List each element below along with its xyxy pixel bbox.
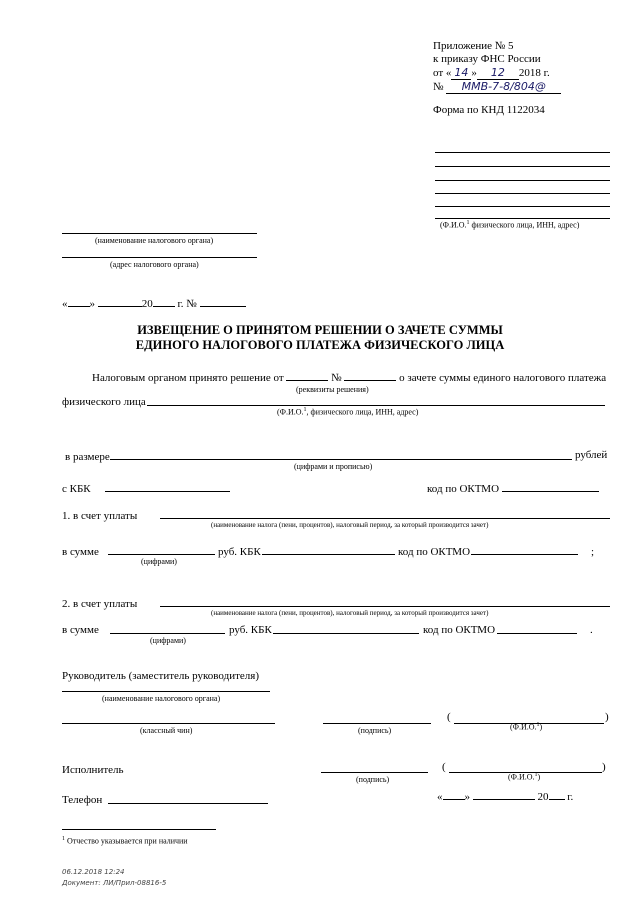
item1-sum-caption: (цифрами) [141,557,177,566]
order-reference: к приказу ФНС России [433,53,541,65]
print-stamp-doc: Документ: ЛИ/Прил-08816-5 [62,879,167,887]
recipient-line-5 [435,206,610,207]
item2-sum-line [110,633,225,634]
footnote: $^1$ Отчество указывается при наличии [62,836,188,846]
item1-line [160,518,610,519]
page-title-line-1: ИЗВЕЩЕНИЕ О ПРИНЯТОМ РЕШЕНИИ О ЗАЧЕТЕ СУММЫ [137,323,503,337]
item2-oktmo-line [497,633,577,634]
head-fio-close: ) [605,711,609,723]
rank-line [62,723,275,724]
item2-kbk-label: руб. КБК [229,624,272,636]
recipient-caption: (Ф.И.О.$^1$ физического лица, ИНН, адрес) [440,220,580,230]
amount-label: в размере [65,451,110,463]
amount-caption: (цифрами и прописью) [294,462,373,471]
tax-authority-name-line [62,233,257,234]
item1-kbk-label: руб. КБК [218,546,261,558]
item1-caption: (наименование налога (пени, процентов), налоговый период, за который производится зачет) [211,521,489,529]
recipient-line-6 [435,218,610,219]
order-date: от « 14 » 12 2018 г. [433,66,550,79]
phone-line [108,803,268,804]
page-title-line-2: ЕДИНОГО НАЛОГОВОГО ПЛАТЕЖА ФИЗИЧЕСКОГО ЛИЦА [135,338,505,352]
item2-sum-caption: (цифрами) [150,636,186,645]
kbk-label: с КБК [62,483,91,495]
person-line [147,405,605,406]
executor-label: Исполнитель [62,764,124,776]
executor-sign-line [321,772,428,773]
sign-date: « » 20 г. [437,791,574,803]
item1-sum-line [108,554,215,555]
item2-line [160,606,610,607]
tax-authority-address-caption: (адрес налогового органа) [110,260,199,269]
recipient-line-2 [435,166,610,167]
head-authority-caption: (наименование налогового органа) [102,694,221,703]
item1-oktmo-label: код по ОКТМО [398,546,471,558]
executor-fio-open: ( [442,761,446,773]
head-authority-line [62,691,270,692]
rank-caption: (классный чин) [140,726,193,735]
item1-label: 1. в счет уплаты [62,510,138,522]
appendix-number: Приложение № 5 [433,40,514,52]
executor-sign-caption: (подпись) [356,775,390,784]
handwritten-number: ММВ-7-8/804@ [446,80,561,94]
item2-label: 2. в счет уплаты [62,598,138,610]
notice-date-number: « » 20 г. № [62,298,246,310]
person-caption: (Ф.И.О.$^1$, физического лица, ИНН, адрес) [277,407,419,417]
handwritten-month: 12 [477,66,519,80]
oktmo-line [502,491,599,492]
item1-oktmo-line [471,554,578,555]
item2-sum-label: в сумме [62,624,99,636]
recipient-line-3 [435,180,610,181]
handwritten-day: 14 [451,66,471,80]
order-number: № ММВ-7-8/804@ [433,80,561,94]
item1-kbk-line [262,554,395,555]
head-fio-caption: (Ф.И.О.$^1$) [510,722,543,732]
head-sign-caption: (подпись) [358,726,392,735]
amount-line [110,459,572,460]
executor-fio-caption: (Ф.И.О.$^1$) [508,772,541,782]
recipient-line-4 [435,193,610,194]
decision-text: Налоговым органом принято решение от № о зачете суммы единого налогового платежа [92,372,607,384]
person-label: физического лица [62,396,146,408]
head-sign-line [323,723,431,724]
form-code: Форма по КНД 1122034 [433,104,545,116]
item1-sum-label: в сумме [62,546,99,558]
head-fio-open: ( [447,711,451,723]
tax-authority-address-line [62,257,257,258]
kbk-line [105,491,230,492]
head-label: Руководитель (заместитель руководителя) [62,670,259,682]
recipient-line-1 [435,152,610,153]
phone-label: Телефон [62,794,103,806]
item2-oktmo-label: код по ОКТМО [423,624,496,636]
item2-caption: (наименование налога (пени, процентов), налоговый период, за который производится зачет) [211,609,489,617]
oktmo-label: код по ОКТМО [427,483,500,495]
item2-end: . [590,624,593,636]
item2-kbk-line [273,633,419,634]
print-stamp-date: 06.12.2018 12:24 [62,868,125,876]
tax-authority-name-caption: (наименование налогового органа) [95,236,214,245]
executor-fio-close: ) [602,761,606,773]
item1-end: ; [591,546,595,558]
footnote-separator [62,829,216,830]
amount-unit: рублей [575,449,608,461]
decision-caption: (реквизиты решения) [296,385,369,394]
